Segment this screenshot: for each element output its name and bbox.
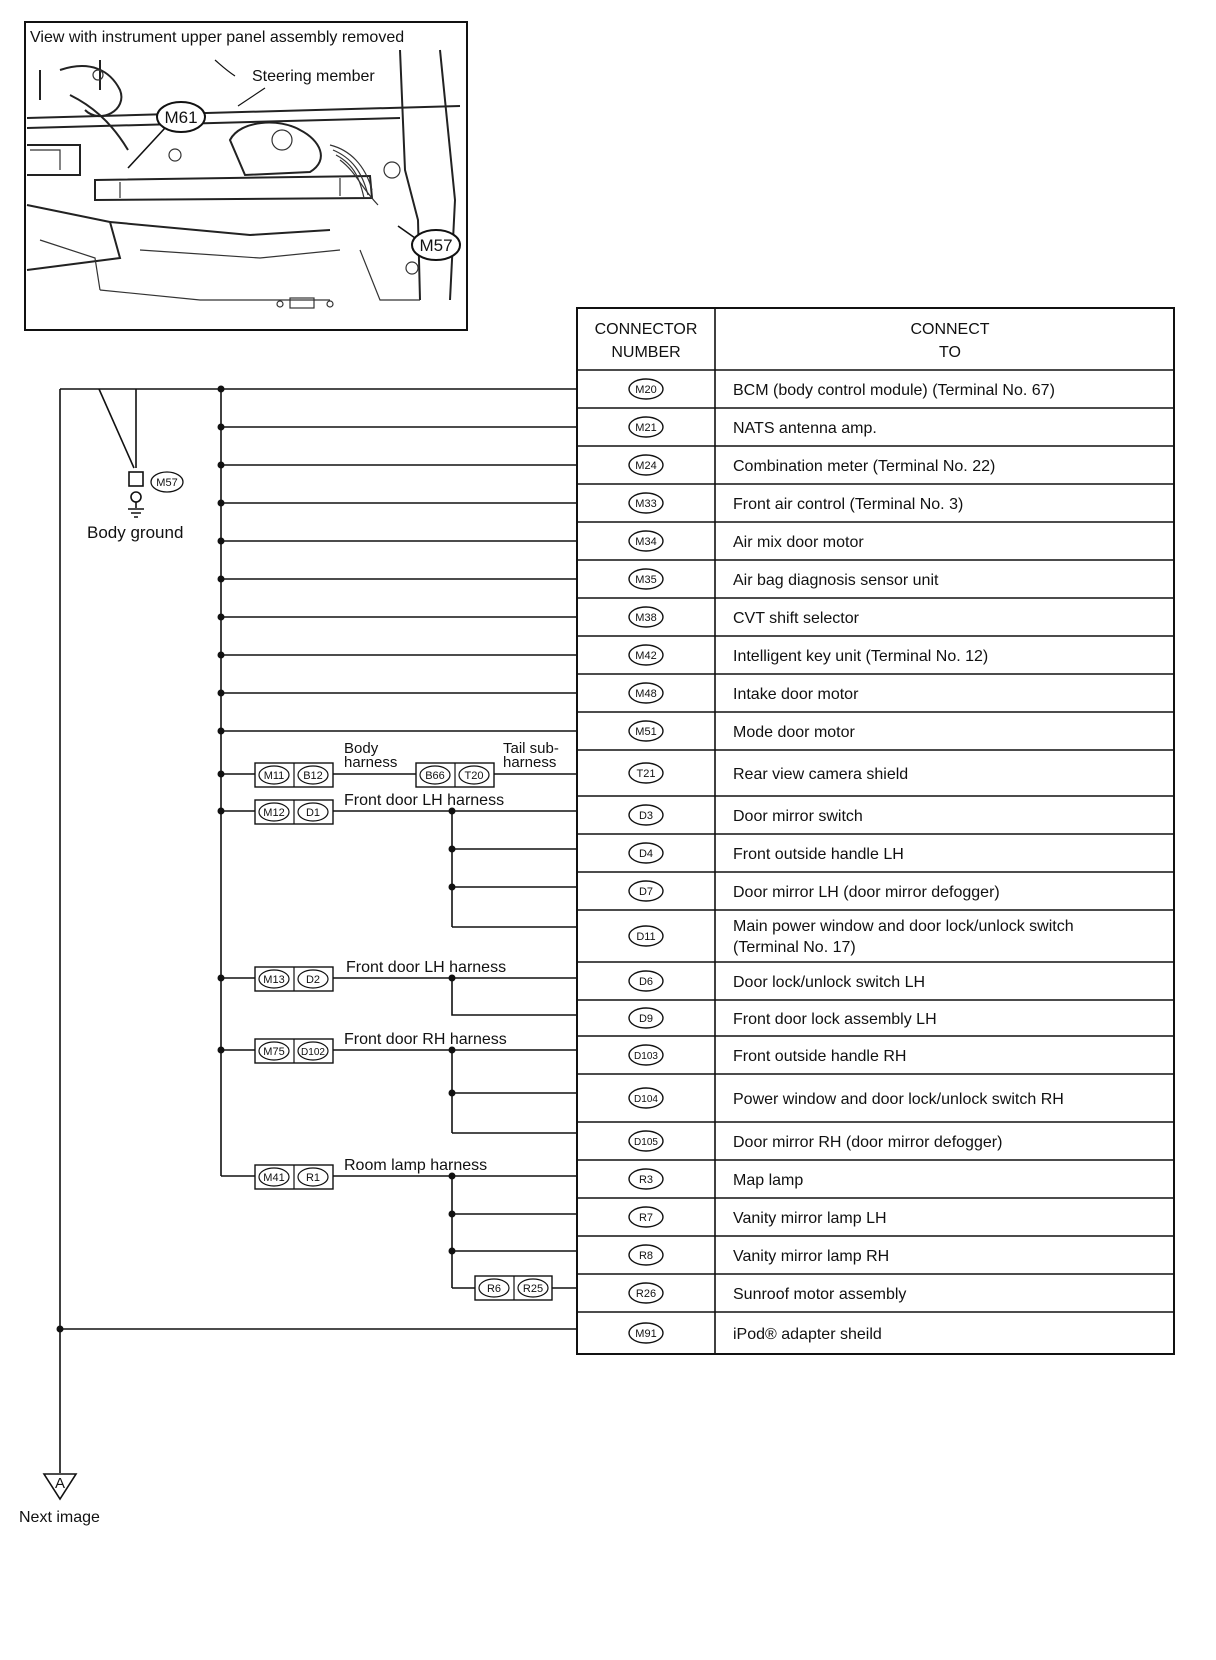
connect-to-text: Map lamp — [733, 1172, 804, 1189]
connector-number: D7 — [638, 886, 654, 898]
connect-to-text: Door mirror switch — [733, 808, 863, 825]
table-row — [577, 805, 1174, 834]
svg-text:M11: M11 — [263, 770, 285, 782]
table-row — [577, 531, 1174, 560]
connector-number: D104 — [634, 1094, 658, 1105]
connector-number: D105 — [634, 1137, 658, 1148]
table-row — [577, 881, 1174, 910]
table-row — [577, 1207, 1174, 1236]
svg-text:M12: M12 — [263, 807, 285, 819]
connector-number: D9 — [638, 1013, 654, 1025]
inset-caption: View with instrument upper panel assembly removed — [30, 29, 405, 46]
inset-illustration — [25, 22, 467, 330]
table-row — [577, 1045, 1174, 1074]
connector-number: M91 — [635, 1328, 657, 1340]
connect-to-text: Rear view camera shield — [733, 766, 909, 783]
connector-number: M33 — [635, 498, 657, 510]
connector-table — [577, 308, 1174, 1354]
connect-to-text: Front air control (Terminal No. 3) — [733, 496, 964, 513]
table-row — [577, 645, 1174, 674]
table-row — [577, 1245, 1174, 1274]
header-connect-to: CONNECT — [910, 321, 990, 338]
connect-to-text: Front outside handle RH — [733, 1048, 907, 1065]
svg-text:A: A — [54, 1475, 66, 1492]
ground-connector-label: M57 — [156, 477, 178, 489]
table-row — [577, 971, 1174, 1000]
connector-number: D103 — [634, 1051, 658, 1062]
connect-to-text: Intake door motor — [733, 686, 859, 703]
svg-text:M41: M41 — [263, 1172, 285, 1184]
next-image-marker — [19, 1474, 100, 1526]
svg-text:M75: M75 — [263, 1046, 285, 1058]
connector-number: M48 — [635, 688, 657, 700]
connector-number: M24 — [635, 460, 657, 472]
next-image-label: Next image — [19, 1509, 100, 1526]
svg-text:R1: R1 — [305, 1172, 321, 1184]
connect-to-text: Mode door motor — [733, 724, 855, 741]
table-row — [577, 683, 1174, 712]
svg-text:D102: D102 — [301, 1047, 325, 1058]
connect-to-text: iPod® adapter sheild — [733, 1326, 882, 1343]
table-row — [577, 379, 1174, 408]
connector-number: D11 — [636, 931, 656, 943]
body-ground-label: Body ground — [87, 523, 184, 542]
table-row — [577, 1169, 1174, 1198]
svg-text:Room lamp harness: Room lamp harness — [344, 1157, 488, 1174]
connector-number: M42 — [635, 650, 657, 662]
connect-to-text: Vanity mirror lamp LH — [733, 1210, 887, 1227]
sunroof-harness-connector — [475, 1276, 552, 1300]
table-row — [577, 1131, 1174, 1160]
svg-text:TO: TO — [939, 344, 961, 361]
connect-to-text: Power window and door lock/unlock switch RH — [733, 1091, 1064, 1108]
svg-text:D1: D1 — [305, 807, 321, 819]
body-harness-connector — [255, 740, 397, 787]
connect-to-text: (Terminal No. 17) — [733, 939, 856, 956]
harness-connectors — [255, 740, 559, 1300]
table-row — [577, 918, 1174, 962]
wiring — [57, 386, 578, 1474]
front-door-lh-harness-connector-1 — [255, 792, 504, 824]
header-connector-number: CONNECTOR — [594, 321, 698, 338]
connect-to-text: Vanity mirror lamp RH — [733, 1248, 890, 1265]
table-row — [577, 455, 1174, 484]
table-row — [577, 607, 1174, 636]
svg-text:B12: B12 — [303, 770, 323, 782]
connector-number: M35 — [635, 574, 657, 586]
table-row — [577, 763, 1174, 796]
svg-text:M13: M13 — [263, 974, 285, 986]
connector-number: M38 — [635, 612, 657, 624]
connect-to-text: Intelligent key unit (Terminal No. 12) — [733, 648, 989, 665]
svg-text:T20: T20 — [464, 770, 484, 782]
table-rows — [577, 379, 1174, 1343]
connector-number: M51 — [635, 726, 657, 738]
table-row — [577, 1283, 1174, 1312]
connector-number: R7 — [638, 1212, 654, 1224]
connector-number: D6 — [638, 976, 654, 988]
connect-to-text: Air mix door motor — [733, 534, 864, 551]
svg-text:Front door LH harness: Front door LH harness — [344, 792, 505, 809]
svg-text:R6: R6 — [486, 1283, 502, 1295]
connect-to-text: NATS antenna amp. — [733, 420, 877, 437]
connector-number: M21 — [635, 422, 657, 434]
connect-to-text: Sunroof motor assembly — [733, 1286, 907, 1303]
table-row — [577, 1008, 1174, 1036]
connector-number: M34 — [635, 536, 657, 548]
connector-number: M20 — [635, 384, 657, 396]
svg-text:B66: B66 — [425, 770, 445, 782]
table-row — [629, 1323, 882, 1343]
connect-to-text: Air bag diagnosis sensor unit — [733, 572, 939, 589]
svg-text:Body: Body — [344, 740, 379, 757]
svg-text:harness: harness — [344, 754, 398, 771]
svg-text:Front door LH harness: Front door LH harness — [346, 959, 507, 976]
table-row — [577, 493, 1174, 522]
svg-text:R25: R25 — [522, 1283, 544, 1295]
connector-number: R3 — [638, 1174, 654, 1186]
connect-to-text: Front door lock assembly LH — [733, 1011, 937, 1028]
connect-to-text: Door mirror RH (door mirror defogger) — [733, 1134, 1003, 1151]
svg-text:M61: M61 — [164, 108, 198, 127]
svg-text:Front door RH harness: Front door RH harness — [344, 1031, 507, 1048]
table-row — [577, 1088, 1174, 1122]
table-row — [577, 721, 1174, 750]
tail-sub-harness-connector — [416, 740, 559, 787]
connector-number: R8 — [638, 1250, 654, 1262]
svg-text:M57: M57 — [419, 236, 453, 255]
front-door-rh-harness-connector — [255, 1031, 507, 1063]
connect-to-text: Combination meter (Terminal No. 22) — [733, 458, 996, 475]
table-row — [577, 417, 1174, 446]
connect-to-text: Main power window and door lock/unlock switch — [733, 918, 1074, 935]
table-row — [577, 843, 1174, 872]
svg-text:Tail sub-: Tail sub- — [503, 740, 559, 757]
connector-number: D4 — [638, 848, 654, 860]
connector-number: R26 — [635, 1288, 657, 1300]
connect-to-text: CVT shift selector — [733, 610, 859, 627]
svg-text:D2: D2 — [305, 974, 321, 986]
connect-to-text: Door lock/unlock switch LH — [733, 974, 926, 991]
connect-to-text: Door mirror LH (door mirror defogger) — [733, 884, 1000, 901]
connector-number: T21 — [636, 768, 656, 780]
connect-to-text: Front outside handle LH — [733, 846, 904, 863]
front-door-lh-harness-connector-2 — [255, 959, 506, 991]
connector-number: D3 — [638, 810, 654, 822]
svg-text:NUMBER: NUMBER — [611, 344, 681, 361]
steering-member-label: Steering member — [252, 68, 375, 85]
connect-to-text: BCM (body control module) (Terminal No. 67) — [733, 382, 1055, 399]
svg-text:harness: harness — [503, 754, 557, 771]
table-row — [577, 569, 1174, 598]
